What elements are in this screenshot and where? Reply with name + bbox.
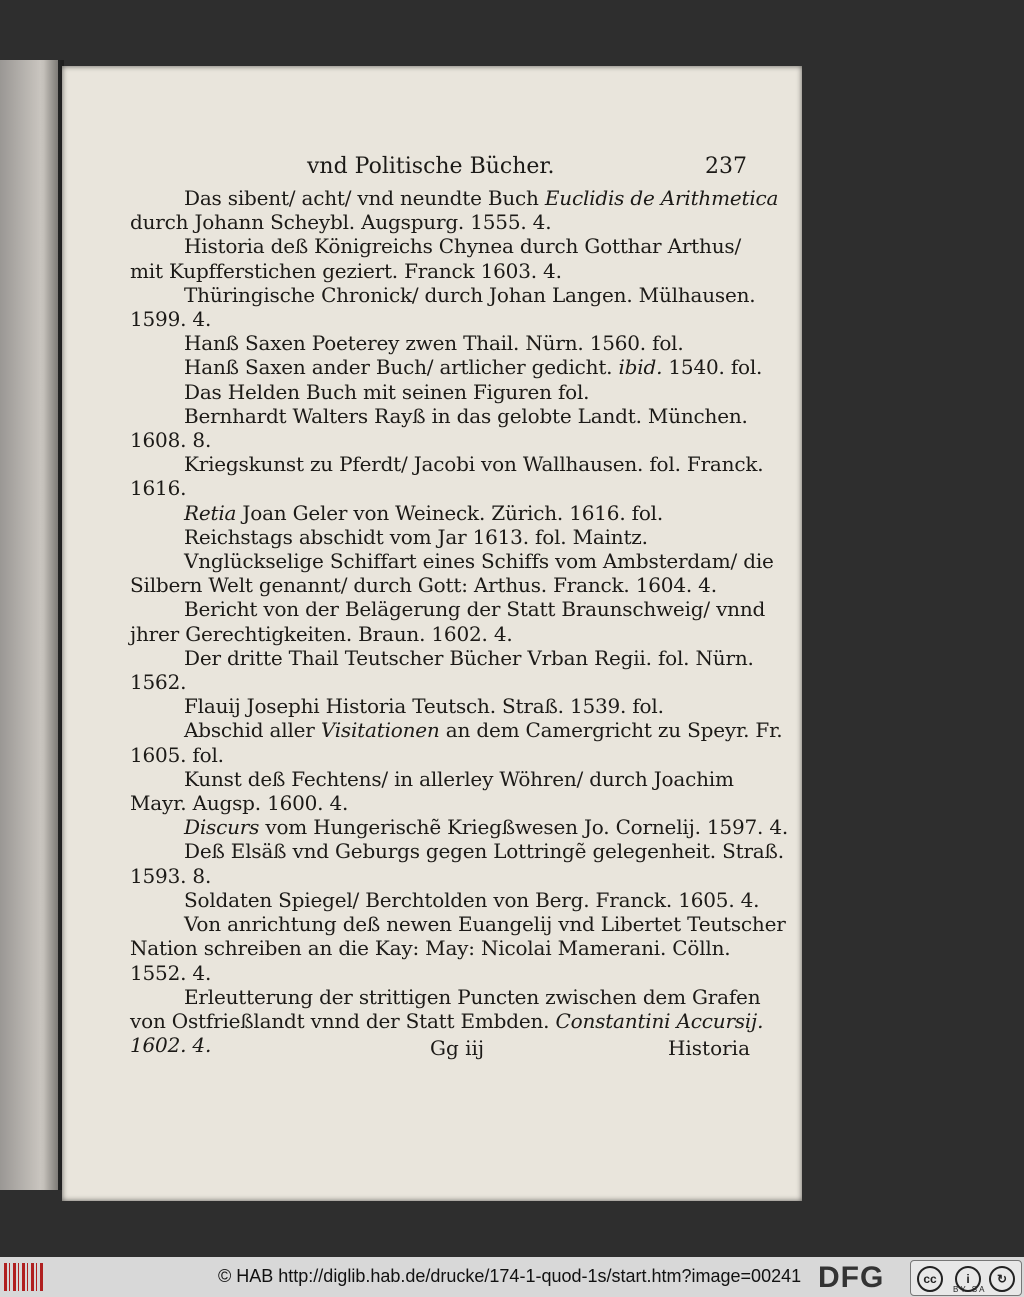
entry-text: 1602. 4. (130, 1033, 212, 1058)
entry-line (130, 694, 750, 718)
entry-text: jhrer Gerechtigkeiten. Braun. 1602. 4. (130, 621, 513, 646)
book-entry (130, 525, 750, 549)
page-footer (130, 1036, 750, 1066)
italic-text: Retia (184, 500, 237, 525)
entry-text: Silbern Welt genannt/ durch Gott: Arthus. Franck. 1604. 4. (130, 573, 717, 598)
entry-line (130, 355, 763, 380)
entry-text: Flauij Josephi Historia Teutsch. Straß. 1539. fol. (184, 694, 664, 719)
book-entry (130, 597, 766, 646)
source-credit-link[interactable]: © HAB http://diglib.hab.de/drucke/174-1-quod-1s/start.htm?image=00241 (218, 1266, 802, 1286)
signature-mark: Gg iij (430, 1036, 485, 1060)
italic-text: Euclidis de Arithmetica (544, 186, 779, 210)
entry-line (130, 210, 750, 234)
entry-text: Historia deß Königreichs Chynea durch Gotthar Arthus/ (184, 234, 741, 259)
entry-line (130, 864, 750, 888)
entry-line (130, 307, 750, 331)
book-entry (130, 767, 750, 815)
italic-text: ibid. (618, 355, 663, 380)
entry-text: Hanß Saxen ander Buch/ artlicher gedicht. (184, 355, 619, 380)
entry-text: durch Johann Scheybl. Augspurg. 1555. 4. (130, 210, 552, 235)
book-entry (130, 234, 750, 282)
entry-text: 1608. 8. (130, 428, 212, 453)
entry-text: Kunst deß Fechtens/ in allerley Wöhren/ durch Joachim (184, 766, 734, 791)
book-entry (130, 186, 779, 235)
page-shadow (44, 60, 64, 1190)
entry-text: Thüringische Chronick/ durch Johan Langen. Mülhausen. (184, 282, 756, 307)
entry-line (130, 767, 750, 791)
italic-text: Visitationen (320, 718, 440, 743)
entry-text: Das sibent/ acht/ vnd neundte Buch (184, 186, 545, 210)
entry-text: 1562. (130, 670, 187, 695)
book-page (62, 66, 802, 1201)
barcode-icon[interactable] (4, 1263, 44, 1291)
license-label: BY SA (953, 1285, 987, 1294)
entry-line (130, 670, 750, 694)
italic-text: Discurs (184, 815, 260, 840)
entry-line (130, 791, 750, 815)
entry-line (130, 984, 761, 1009)
page-number: 237 (705, 154, 747, 179)
header-title: vnd Politische Bücher. (307, 154, 555, 179)
entry-text: 1540. fol. (662, 355, 763, 380)
entry-text: Abschid aller (184, 718, 321, 743)
entry-text: Mayr. Augsp. 1600. 4. (130, 791, 349, 816)
book-entry (130, 815, 788, 840)
book-entry (130, 355, 763, 380)
entry-text: Das Helden Buch mit seinen Figuren fol. (184, 379, 590, 404)
book-entry (130, 887, 760, 912)
entry-line (130, 718, 783, 743)
running-header (307, 154, 747, 184)
entry-text: Joan Geler von Weineck. Zürich. 1616. fol. (236, 500, 664, 525)
book-entry (130, 549, 774, 598)
entry-text: an dem Camergricht zu Speyr. Fr. (439, 718, 783, 743)
entry-line (130, 259, 750, 283)
entry-text: von Ostfrießlandt vnnd der Statt Embden. (130, 1008, 556, 1033)
entry-line (130, 380, 750, 404)
entry-text: Soldaten Spiegel/ Berchtolden von Berg. Franck. 1605. 4. (184, 887, 760, 912)
entry-line (130, 452, 764, 477)
book-entry (130, 694, 750, 718)
italic-text: Constantini Accursij. (555, 1008, 764, 1033)
entry-text: vom Hungerischẽ Kriegßwesen Jo. Cornelij. 1597. 4. (259, 815, 788, 840)
entry-line (130, 549, 774, 574)
entry-text: Von anrichtung deß newen Euangelij vnd Libertet Teutscher (184, 912, 786, 937)
entry-text: 1616. (130, 476, 187, 501)
cc-icon: cc (917, 1266, 943, 1292)
entry-text: 1593. 8. (130, 863, 212, 888)
entry-line (130, 501, 750, 525)
entry-line (130, 839, 784, 864)
entry-line (130, 961, 750, 985)
entry-line (130, 1008, 764, 1033)
sa-icon: ↻ (989, 1266, 1015, 1292)
entry-text: Nation schreiben an die Kay: May: Nicolai Mamerani. Cölln. (130, 936, 731, 961)
entry-line (130, 645, 754, 670)
entry-line (130, 815, 788, 840)
book-entry (130, 718, 783, 767)
entry-line (130, 912, 786, 937)
entry-text: Kriegskunst zu Pferdt/ Jacobi von Wallhausen. fol. Franck. (184, 452, 764, 477)
cc-license-icon[interactable] (910, 1260, 1022, 1296)
catchword: Historia (667, 1036, 750, 1060)
book-entry (130, 645, 754, 695)
entry-text: Bernhardt Walters Rayß in das gelobte Landt. München. (184, 403, 748, 428)
entry-line (130, 936, 750, 960)
viewer-footer (0, 1257, 1024, 1297)
dfg-logo: DFG (818, 1261, 885, 1294)
entry-line (130, 743, 750, 767)
entry-line (130, 573, 750, 597)
entry-line (130, 331, 750, 355)
book-entry (130, 839, 784, 888)
entry-text: 1599. 4. (130, 307, 212, 332)
by-icon: i (955, 1266, 981, 1292)
entry-line (130, 404, 750, 428)
entry-text: Deß Elsäß vnd Geburgs gegen Lottringẽ gelegenheit. Straß. (184, 839, 784, 864)
entry-line (130, 887, 760, 912)
entry-line (130, 622, 750, 646)
book-entry (130, 331, 750, 355)
entry-line (130, 234, 750, 258)
entry-line (130, 476, 750, 500)
entry-text: Reichstags abschidt vom Jar 1613. fol. Maintz. (184, 524, 648, 549)
book-entry (130, 404, 750, 452)
book-entry (130, 912, 786, 985)
entry-text: 1605. fol. (130, 742, 224, 767)
entry-text: Hanß Saxen Poeterey zwen Thail. Nürn. 1560. fol. (184, 331, 684, 356)
book-entry (130, 501, 750, 525)
book-entry (130, 380, 750, 404)
entry-line (130, 282, 756, 307)
book-entry (130, 452, 764, 501)
entry-text: Vnglückselige Schiffart eines Schiffs vom Ambsterdam/ die (184, 549, 774, 574)
book-list (130, 186, 788, 1058)
entry-line (130, 428, 750, 452)
entry-text: mit Kupfferstichen geziert. Franck 1603. 4. (130, 258, 562, 283)
entry-text: Der dritte Thail Teutscher Bücher Vrban Regii. fol. Nürn. (184, 645, 754, 670)
entry-text: Erleutterung der strittigen Puncten zwischen dem Grafen (184, 984, 761, 1009)
entry-text: 1552. 4. (130, 960, 212, 985)
entry-line (130, 597, 766, 622)
entry-text: Bericht von der Belägerung der Statt Braunschweig/ vnnd (184, 597, 766, 622)
entry-line (130, 186, 779, 210)
book-entry (130, 282, 756, 332)
entry-line (130, 525, 750, 549)
